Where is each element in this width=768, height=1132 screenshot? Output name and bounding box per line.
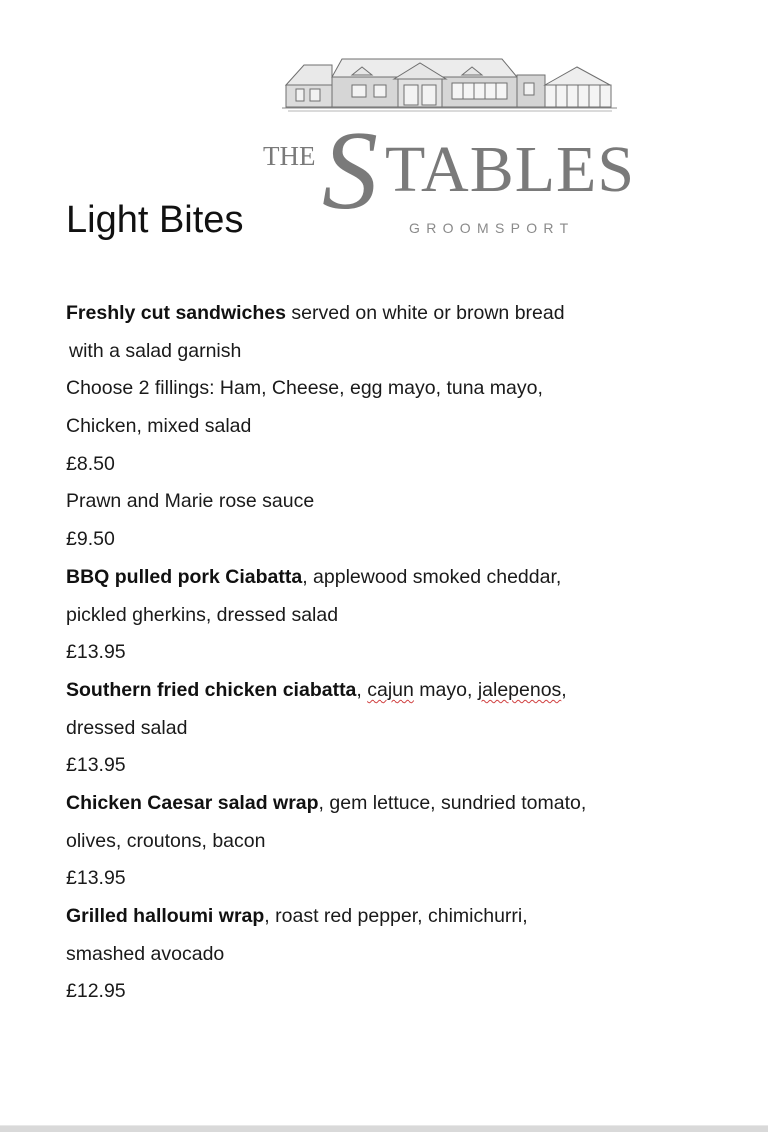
item-description: , gem lettuce, sundried tomato,	[318, 791, 587, 814]
item-description-cont: dressed salad	[66, 716, 188, 739]
item-name: Chicken Caesar salad wrap	[66, 791, 319, 814]
item-description: ,	[356, 678, 368, 701]
menu-item-grilled-halloumi-wrap	[66, 903, 716, 941]
menu-item-southern-fried-chicken	[66, 677, 716, 715]
item-description-cont: olives, croutons, bacon	[66, 829, 266, 852]
logo-tables-text: TABLES	[385, 133, 636, 206]
item-description: mayo,	[413, 678, 478, 701]
item-name: Freshly cut sandwiches	[66, 302, 286, 324]
item-options: Choose 2 fillings: Ham, Cheese, egg mayo, tuna mayo,	[66, 377, 543, 400]
item-description: served on white or brown bread	[286, 302, 565, 324]
item-extra-option: Prawn and Marie rose sauce	[66, 490, 315, 513]
item-description: , applewood smoked cheddar,	[302, 565, 562, 588]
the-stables-logo	[260, 55, 640, 245]
item-options-cont: Chicken, mixed salad	[66, 415, 252, 438]
logo-the-text: THE	[263, 141, 316, 171]
item-description-cont: with a salad garnish	[69, 339, 242, 362]
item-price: £13.95	[66, 754, 126, 777]
logo-location-text: GROOMSPORT	[409, 220, 575, 236]
item-description-cont: pickled gherkins, dressed salad	[66, 603, 339, 626]
page-title: Light Bites	[66, 199, 244, 241]
item-description: , roast red pepper, chimichurri,	[264, 905, 528, 927]
building-illustration-icon	[282, 55, 617, 113]
item-price: £12.95	[66, 980, 126, 1003]
item-price: £8.50	[66, 452, 115, 475]
item-name: BBQ pulled pork Ciabatta	[66, 565, 303, 588]
item-price: £13.95	[66, 867, 126, 890]
item-extra-price: £9.50	[66, 528, 115, 551]
menu-list	[66, 300, 716, 1016]
menu-item-sandwiches	[66, 300, 716, 338]
item-price: £13.95	[66, 641, 126, 664]
spellcheck-word: cajun	[367, 678, 414, 701]
item-description: ,	[561, 678, 567, 701]
menu-item-bbq-pulled-pork	[66, 564, 716, 602]
logo-swash-s: S	[322, 109, 378, 233]
item-name: Grilled halloumi wrap	[66, 905, 265, 927]
item-name: Southern fried chicken ciabatta	[66, 678, 357, 701]
spellcheck-word: jalepenos	[477, 678, 562, 701]
item-description-cont: smashed avocado	[66, 942, 225, 965]
menu-item-chicken-caesar-wrap	[66, 790, 716, 828]
